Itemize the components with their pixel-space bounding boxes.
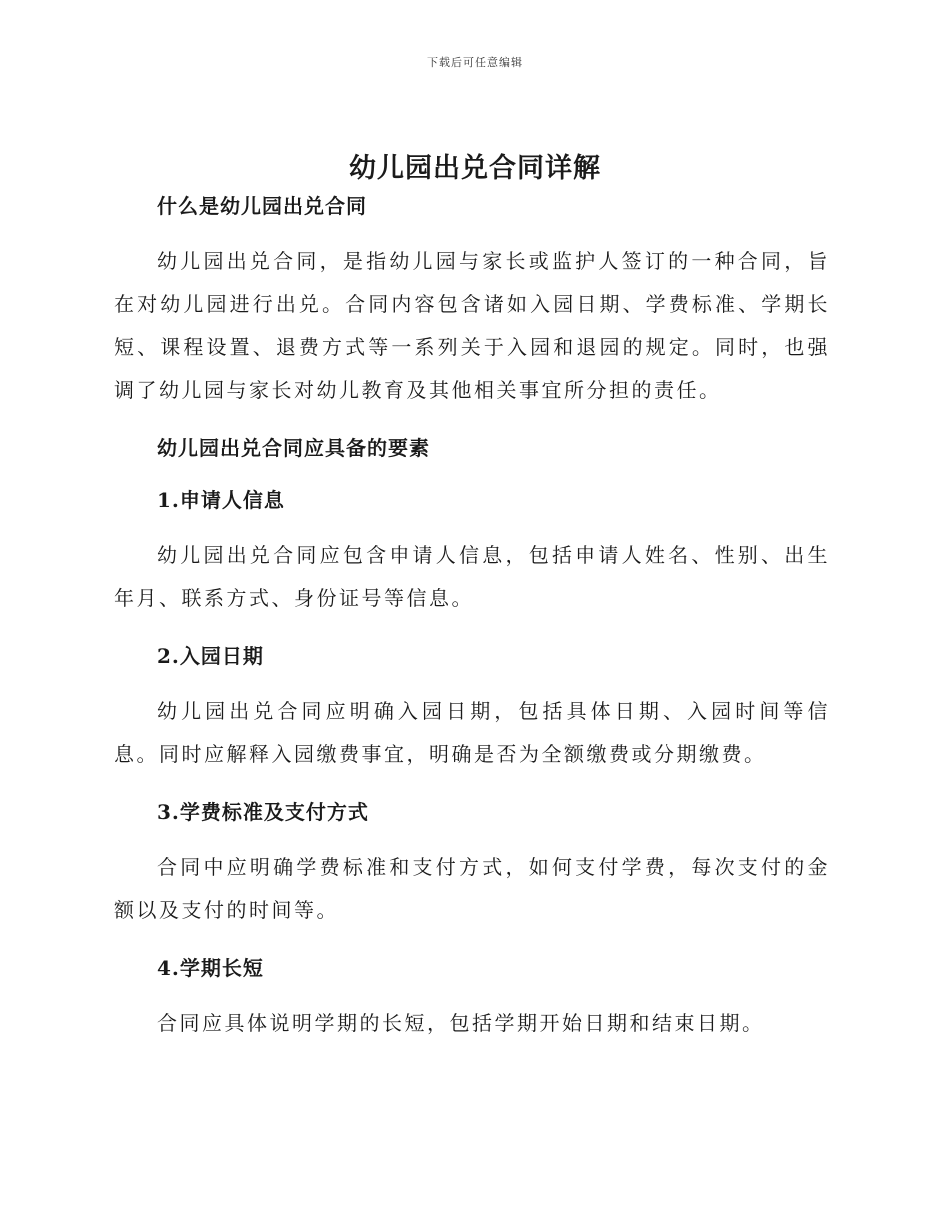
section-paragraph-what-is: 幼儿园出兑合同，是指幼儿园与家长或监护人签订的一种合同，旨在对幼儿园进行出兑。合同内容包含诸如入园日期、学费标准、学期长短、课程设置、退费方式等一系列关于入园和退园的规定。同时，也强调了幼儿园与家长对幼儿教育及其他相关事宜所分担的责任。 — [114, 249, 830, 402]
section-heading-what-is: 什么是幼儿园出兑合同 — [157, 194, 367, 218]
section-paragraph-enrollment-date: 幼儿园出兑合同应明确入园日期，包括具体日期、入园时间等信息。同时应解释入园缴费事宜，明确是否为全额缴费或分期缴费。 — [114, 699, 830, 766]
section-heading-applicant-info: 1.申请人信息 — [157, 488, 285, 512]
page-header-note: 下载后可任意编辑 — [427, 56, 523, 69]
section-heading-enrollment-date: 2.入园日期 — [157, 644, 264, 668]
document-title: 幼儿园出兑合同详解 — [349, 153, 601, 184]
document-body — [114, 190, 830, 1045]
section-heading-elements: 幼儿园出兑合同应具备的要素 — [157, 436, 430, 460]
section-paragraph-applicant-info: 幼儿园出兑合同应包含申请人信息，包括申请人姓名、性别、出生年月、联系方式、身份证号等信息。 — [114, 543, 830, 610]
section-paragraph-tuition: 合同中应明确学费标准和支付方式，如何支付学费，每次支付的金额以及支付的时间等。 — [114, 855, 830, 922]
section-paragraph-term-length: 合同应具体说明学期的长短，包括学期开始日期和结束日期。 — [157, 1011, 765, 1035]
section-heading-term-length: 4.学期长短 — [157, 956, 264, 980]
section-heading-tuition: 3.学费标准及支付方式 — [157, 800, 369, 824]
